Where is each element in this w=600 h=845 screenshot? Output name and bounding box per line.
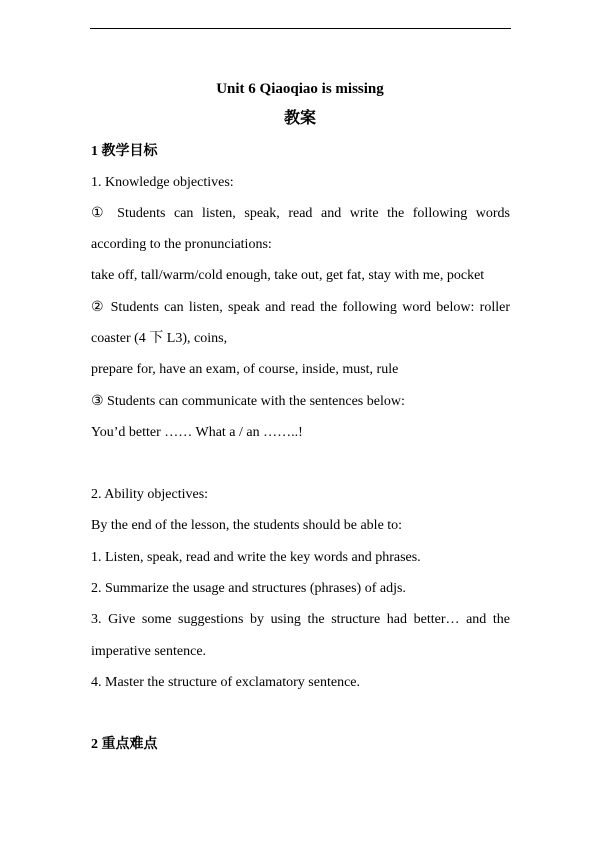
document-title: Unit 6 Qiaoqiao is missing [216, 81, 384, 97]
ability-point-4: 4. Master the structure of exclamatory sentence. [91, 675, 361, 690]
knowledge-item-2-line-2: coaster (4 下 L3), coins, [91, 331, 228, 346]
knowledge-item-3-line-2: You’d better …… What a / an ……..! [91, 425, 303, 440]
ability-point-1: 1. Listen, speak, read and write the key words and phrases. [91, 550, 421, 565]
ability-point-3-line-2: imperative sentence. [91, 644, 207, 659]
ability-point-2: 2. Summarize the usage and structures (phrases) of adjs. [91, 581, 406, 596]
knowledge-objectives-label: 1. Knowledge objectives: [91, 175, 234, 190]
knowledge-item-1-words: take off, tall/warm/cold enough, take out, get fat, stay with me, pocket [91, 268, 485, 283]
header-rule [90, 28, 511, 29]
section-2-heading: 2 重点难点 [91, 737, 158, 752]
knowledge-item-3-line-1: ③ Students can communicate with the sentences below: [91, 394, 405, 409]
section-1-heading: 1 教学目标 [91, 144, 158, 159]
knowledge-item-2-words: prepare for, have an exam, of course, inside, must, rule [91, 362, 399, 377]
knowledge-item-1-line-2: according to the pronunciations: [91, 237, 272, 252]
ability-point-3-line-1: 3. Give some suggestions by using the structure had better… and the [91, 612, 510, 627]
knowledge-item-2-line-1: ② Students can listen, speak and read the following word below: roller [91, 300, 510, 315]
ability-intro: By the end of the lesson, the students should be able to: [91, 518, 403, 533]
document-subtitle: 教案 [283, 110, 316, 127]
ability-objectives-label: 2. Ability objectives: [91, 487, 209, 502]
knowledge-item-1-line-1: ① Students can listen, speak, read and write the following words [91, 206, 510, 221]
